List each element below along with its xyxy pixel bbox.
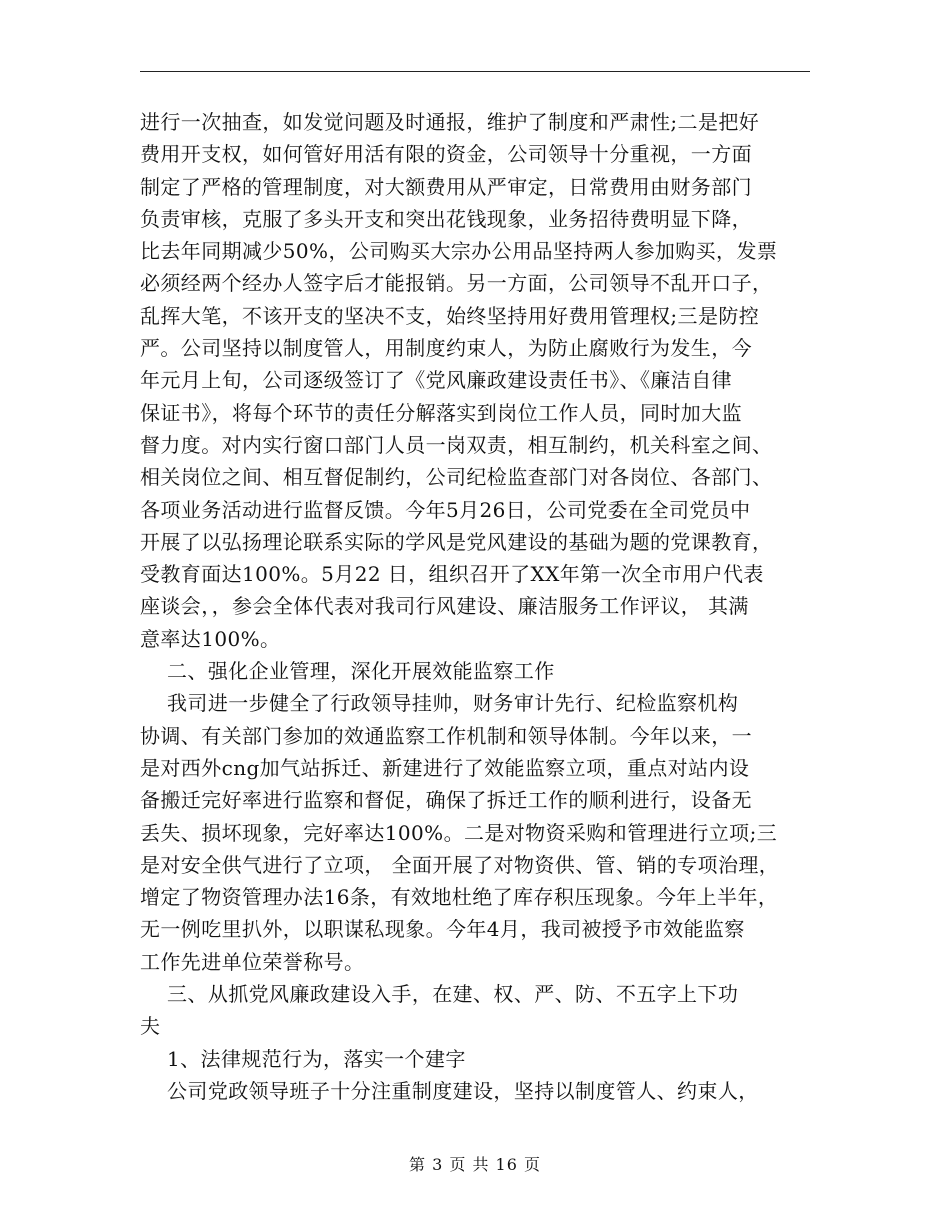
page-footer: 第 3 页 共 16 页 xyxy=(409,1155,541,1174)
text-line: 年元月上旬，公司逐级签订了《党风廉政建设责任书》、《廉洁自律 xyxy=(140,368,732,393)
text-line: 是对安全供气进行了立项， 全面开展了对物资供、管、销的专项治理， xyxy=(140,852,780,877)
text-line: 是对西外cng加气站拆迁、新建进行了效能监察立项，重点对站内设 xyxy=(140,755,750,780)
text-line: 协调、有关部门参加的效通监察工作机制和领导体制。今年以来，一 xyxy=(140,723,752,748)
header-rule xyxy=(140,71,810,72)
text-line: 负责审核，克服了多头开支和突出花钱现象，业务招待费明显下降， xyxy=(140,206,752,231)
text-line: 备搬迁完好率进行监察和督促，确保了拆迁工作的顺利进行，设备无 xyxy=(140,788,752,813)
text-line: 保证书》，将每个环节的责任分解落实到岗位工作人员，同时加大监 xyxy=(140,400,742,425)
text-line: 二、强化企业管理，深化开展效能监察工作 xyxy=(140,659,555,684)
text-line: 相关岗位之间、相互督促制约，公司纪检监查部门对各岗位、各部门、 xyxy=(140,465,773,490)
text-line: 1、法律规范行为，落实一个建字 xyxy=(140,1046,466,1071)
text-line: 受教育面达100%。5月22 日，组织召开了XX年第一次全市用户代表 xyxy=(140,562,764,587)
text-line: 意率达100%。 xyxy=(140,626,281,651)
text-line: 夫 xyxy=(140,1014,161,1039)
text-line: 无一例吃里扒外，以职谋私现象。今年4月，我司被授予市效能监察 xyxy=(140,917,745,942)
text-line: 开展了以弘扬理论联系实际的学风是党风建设的基础为题的党课教育， xyxy=(140,529,773,554)
text-line: 工作先进单位荣誉称号。 xyxy=(140,949,365,974)
text-line: 各项业务活动进行监督反馈。今年5月26日，公司党委在全司党员中 xyxy=(140,497,751,522)
text-line: 三、从抓党风廉政建设入手，在建、权、严、防、不五字上下功 xyxy=(140,982,739,1007)
text-line: 进行一次抽查，如发觉问题及时通报，维护了制度和严肃性;二是把好 xyxy=(140,110,760,134)
text-line: 严。公司坚持以制度管人，用制度约束人，为防止腐败行为发生，今 xyxy=(140,336,752,361)
body-text xyxy=(140,106,820,1107)
text-line: 督力度。对内实行窗口部门人员一岗双责，相互制约，机关科室之间、 xyxy=(140,432,773,457)
text-line: 增定了物资管理办法16条，有效地杜绝了库存积压现象。今年上半年， xyxy=(140,885,779,910)
text-line: 乱挥大笔，不该开支的坚决不支，始终坚持用好费用管理权;三是防控 xyxy=(140,303,760,328)
text-line: 费用开支权，如何管好用活有限的资金，公司领导十分重视，一方面 xyxy=(140,142,752,167)
text-line: 丢失、损坏现象，完好率达100%。二是对物资采购和管理进行立项;三 xyxy=(140,820,778,845)
text-line: 必须经两个经办人签字后才能报销。另一方面，公司领导不乱开口子， xyxy=(140,271,773,296)
text-line: 我司进一步健全了行政领导挂帅，财务审计先行、纪检监察机构 xyxy=(140,691,739,716)
text-line: 制定了严格的管理制度，对大额费用从严审定，日常费用由财务部门 xyxy=(140,174,752,199)
text-line: 公司党政领导班子十分注重制度建设，坚持以制度管人、约束人， xyxy=(140,1078,759,1103)
text-line: 座谈会，，参会全体代表对我司行风建设、廉洁服务工作评议， 其满 xyxy=(140,594,749,619)
text-line: 比去年同期减少50%，公司购买大宗办公用品坚持两人参加购买，发票 xyxy=(140,239,778,264)
